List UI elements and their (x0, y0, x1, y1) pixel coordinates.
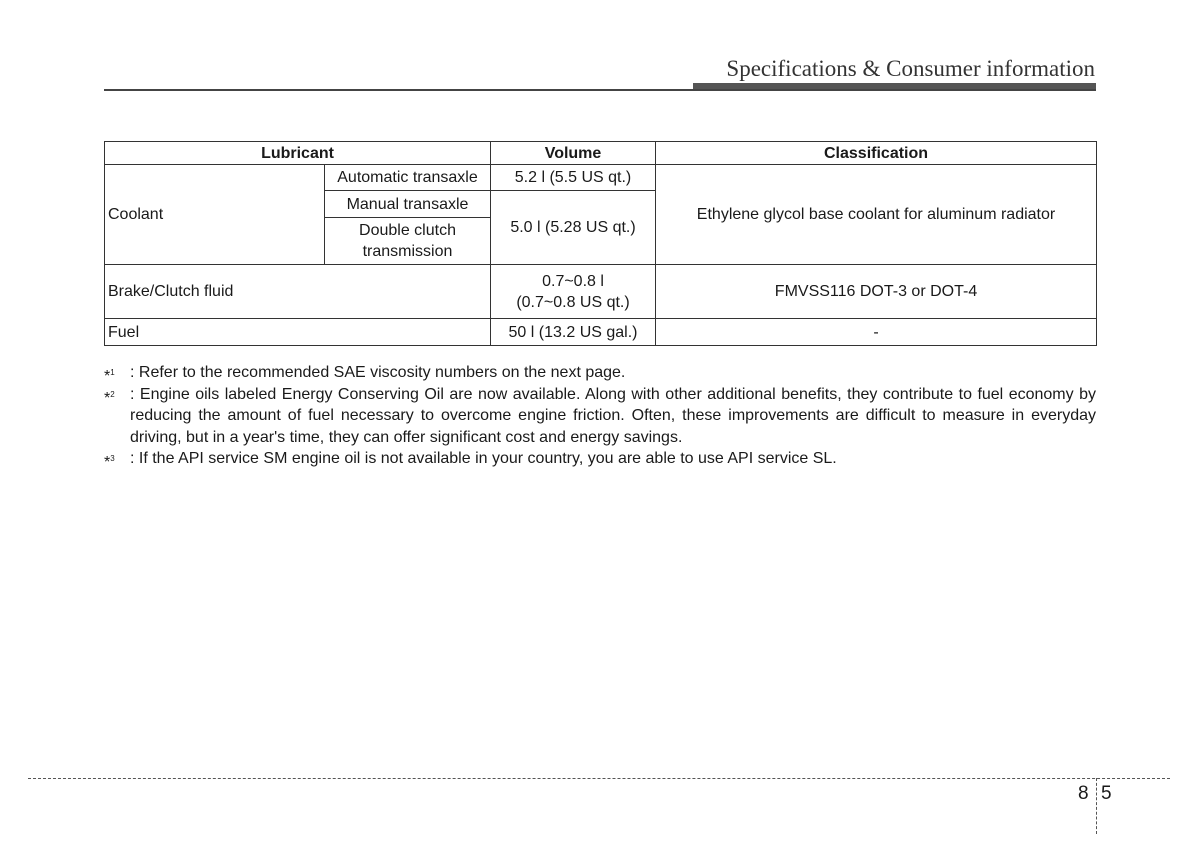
footnote-marker: *$^1$ (104, 368, 115, 385)
footnote-text: : Engine oils labeled Energy Conserving Oil are now available. Along with other additional benefits, they contribute to fuel economy by reducing the amount of fuel necessary to overcome engine friction. Often, these improvements are difficult to measure in everyday driving, but in a year's time, they can offer significant cost and energy savings. (130, 385, 1096, 446)
fuel-volume: 50 l (13.2 US gal.) (491, 319, 656, 346)
coolant-sub-dct: Double clutch transmission (325, 218, 491, 265)
footnote-text: : Refer to the recommended SAE viscosity numbers on the next page. (130, 364, 626, 381)
coolant-classification: Ethylene glycol base coolant for aluminum radiator (656, 165, 1097, 265)
table-row (105, 165, 1097, 191)
fuel-classification: - (656, 319, 1097, 346)
header-volume: Volume (491, 142, 656, 165)
footnotes (104, 362, 1096, 470)
footer-page-divider (1096, 778, 1097, 834)
coolant-sub-automatic: Automatic transaxle (325, 165, 491, 191)
coolant-volume-automatic: 5.2 l (5.5 US qt.) (491, 165, 656, 191)
header-classification: Classification (656, 142, 1097, 165)
coolant-volume-manual-dct: 5.0 l (5.28 US qt.) (491, 191, 656, 265)
brake-volume-line1: 0.7~0.8 l (542, 272, 604, 290)
fuel-label: Fuel (105, 319, 491, 346)
brake-volume-line2: (0.7~0.8 US qt.) (516, 293, 630, 311)
header-lubricant: Lubricant (105, 142, 491, 165)
chapter-number: 8 (1078, 783, 1089, 804)
table-row (105, 265, 1097, 319)
footnote (104, 384, 1096, 449)
brake-label: Brake/Clutch fluid (105, 265, 491, 319)
footnote-text: : If the API service SM engine oil is not available in your country, you are able to use API service SL. (130, 450, 837, 467)
footnote (104, 448, 1096, 470)
coolant-label: Coolant (105, 165, 325, 265)
header-rule (104, 89, 1096, 91)
lubricant-table (104, 141, 1097, 346)
page-title: Specifications & Consumer information (726, 56, 1095, 81)
coolant-sub-manual: Manual transaxle (325, 191, 491, 218)
table-header-row (105, 142, 1097, 165)
footer-divider (28, 778, 1170, 779)
footnote-marker: *$^3$ (104, 454, 115, 471)
brake-classification: FMVSS116 DOT-3 or DOT-4 (656, 265, 1097, 319)
footnote (104, 362, 1096, 384)
footnote-marker: *$^2$ (104, 389, 115, 407)
table-row (105, 319, 1097, 346)
page-number: 5 (1101, 783, 1112, 804)
brake-volume (491, 265, 656, 319)
